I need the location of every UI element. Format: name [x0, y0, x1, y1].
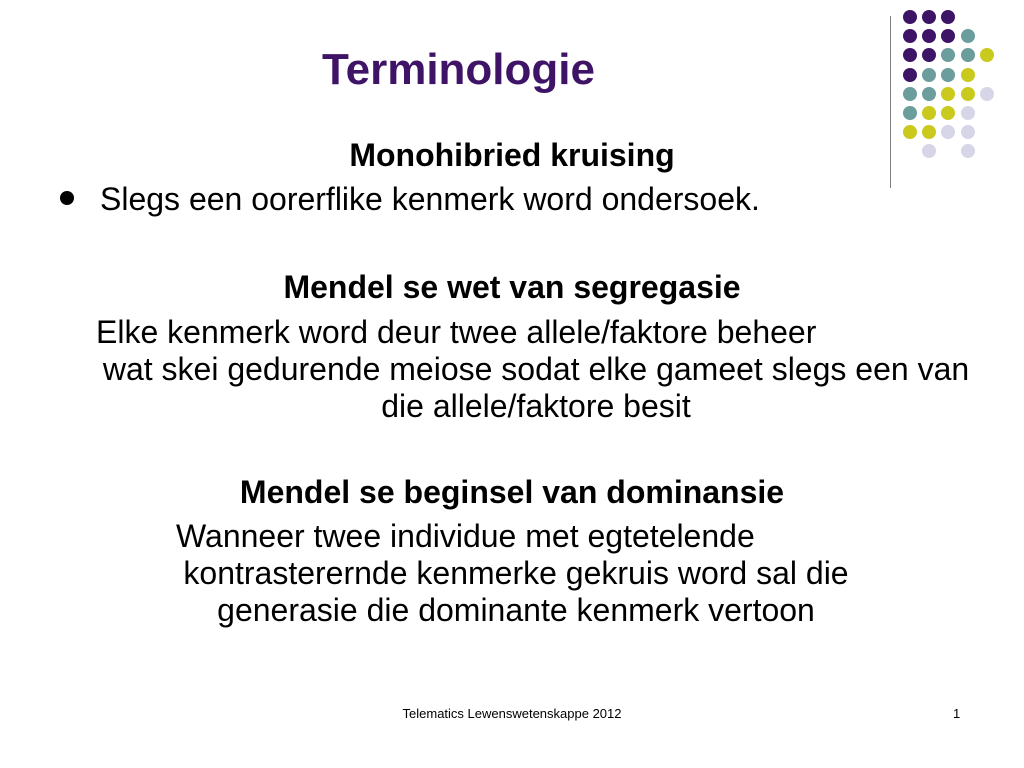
slide-page-number: 1	[953, 706, 961, 721]
heading-law-of-segregation: Mendel se wet van segregasie	[283, 269, 741, 305]
segregation-paragraph-continuation: wat skei gedurende meiose sodat elke gameet slegs een van die allele/faktore besit	[102, 351, 970, 424]
decorative-dot	[903, 106, 917, 120]
dominance-paragraph-continuation: kontrasterernde kenmerke gekruis word sal die generasie die dominante kenmerk vertoon	[183, 555, 849, 628]
decorative-dot	[961, 87, 975, 101]
decorative-dot	[903, 29, 917, 43]
decorative-dot	[922, 48, 936, 62]
slide-footer: Telematics Lewenswetenskappe 2012	[402, 706, 622, 721]
bullet-text: Slegs een oorerflike kenmerk word ondersoek.	[100, 181, 760, 217]
decorative-dot	[922, 87, 936, 101]
decorative-dot	[903, 68, 917, 82]
decorative-dot	[922, 68, 936, 82]
dominance-paragraph	[176, 518, 916, 629]
segregation-paragraph-first-line: Elke kenmerk word deur twee allele/faktore beheer	[96, 314, 817, 350]
decorative-dot	[961, 48, 975, 62]
decorative-dot	[903, 87, 917, 101]
decorative-dot	[922, 106, 936, 120]
slide-title: Terminologie	[322, 45, 595, 94]
dominance-paragraph-first-line: Wanneer twee individue met egtetelende	[176, 518, 755, 554]
decorative-dot	[922, 29, 936, 43]
decorative-dot	[922, 10, 936, 24]
decorative-dot	[941, 29, 955, 43]
bullet-dot-icon	[60, 191, 74, 205]
decorative-dot	[903, 10, 917, 24]
decorative-dot	[941, 87, 955, 101]
decorative-dot	[903, 48, 917, 62]
decorative-dot	[961, 68, 975, 82]
decorative-dot	[941, 106, 955, 120]
decorative-dot	[961, 29, 975, 43]
segregation-paragraph	[96, 314, 976, 425]
decorative-dot	[980, 87, 994, 101]
decorative-dot	[941, 68, 955, 82]
decorative-dot	[961, 106, 975, 120]
heading-monohybrid-cross: Monohibried kruising	[349, 137, 675, 173]
decorative-dot	[941, 48, 955, 62]
heading-principle-of-dominance: Mendel se beginsel van dominansie	[239, 474, 785, 510]
decorative-dot	[980, 48, 994, 62]
decorative-dot	[941, 10, 955, 24]
